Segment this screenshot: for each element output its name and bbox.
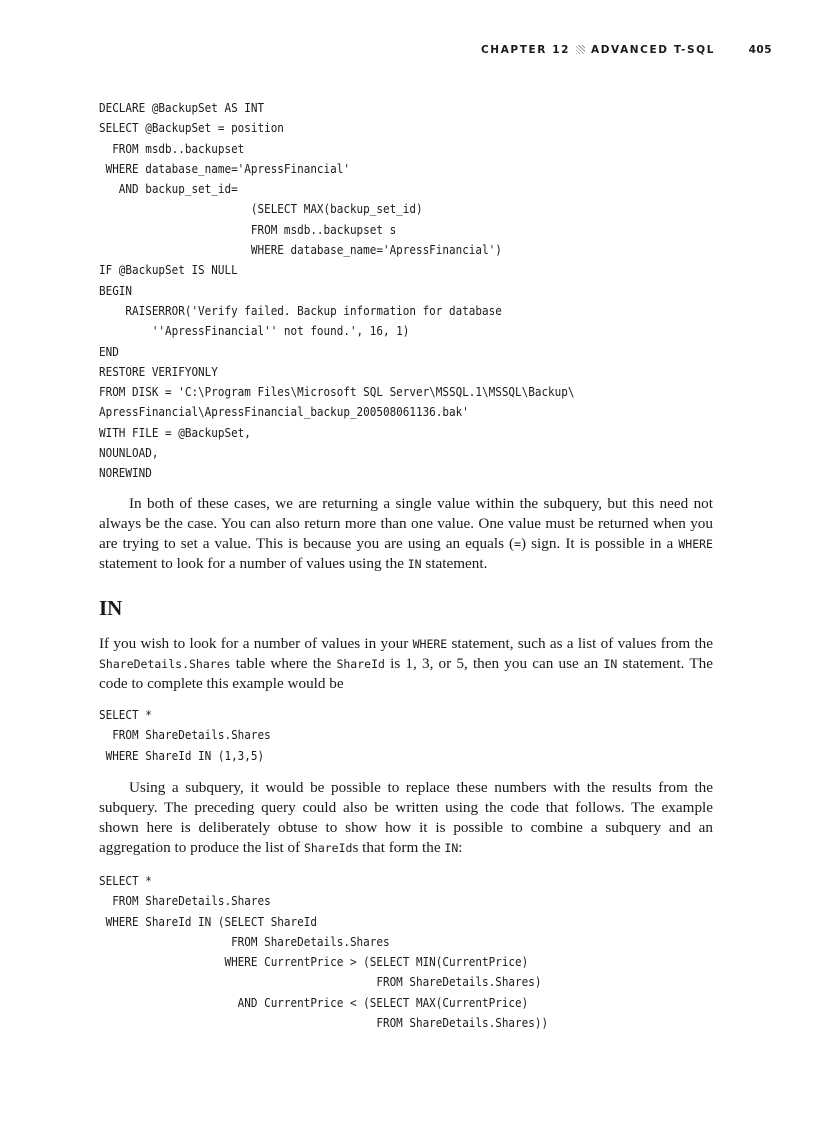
- text-run: ) sign. It is possible in a: [521, 535, 679, 552]
- inline-code: IN: [444, 841, 459, 855]
- page-number: 405: [748, 44, 772, 56]
- chapter-label: CHAPTER 12: [481, 44, 571, 56]
- text-run: :: [458, 839, 463, 856]
- text-run: In both of these cases, we are returning a single value within the subquery, but this need not always be the case. You can also return more than one value. One value must be returned when you are trying to set a value. This is because you are using an equals (: [99, 495, 713, 552]
- code-block-in-example: SELECT * FROM ShareDetails.Shares WHERE ShareId IN (1,3,5): [99, 708, 271, 763]
- text-run: statement to look for a number of values using the: [99, 555, 408, 572]
- text-run: table where the: [230, 655, 337, 672]
- inline-code: IN: [407, 557, 422, 571]
- section-heading: IN: [99, 596, 123, 620]
- inline-code: WHERE: [412, 637, 448, 651]
- text-run: Using a subquery, it would be possible to replace these numbers with the results from the subquery. The preceding query could also be written using the code that follows. The example shown here is deliberately obtuse to show how it is possible to combine a subquery and an aggregation to produce the list of: [99, 779, 713, 856]
- paragraph-subquery-replace: [99, 778, 713, 858]
- inline-code: IN: [603, 657, 618, 671]
- text-run: statement.: [421, 555, 488, 572]
- text-run: If you wish to look for a number of values in your: [99, 635, 413, 652]
- text-run: is 1, 3, or 5, then you can use an: [384, 655, 604, 672]
- code-block-backup-verify: DECLARE @BackupSet AS INT SELECT @BackupSet = position FROM msdb..backupset WHERE database_name='ApressFinancial' AND backup_set_id= (SELECT MAX(backup_set_id) FROM msdb..backupset s WHERE database_name='ApressFinancial') IF @BackupSet IS NULL BEGIN RAISERROR('Verify failed. Backup information for database ''ApressFinancial'' not found.', 16, 1) END RESTORE VERIFYONLY FROM DISK = 'C:\Program Files\Microsoft SQL Server\MSSQL.1\MSSQL\Backup\ ApressFinancial\ApressFinancial_backup_200508061136.bak' WITH FILE = @BackupSet, NOUNLOAD, NOREWIND: [99, 101, 575, 481]
- text-run: s that form the: [352, 839, 445, 856]
- inline-code: ShareId: [303, 841, 353, 855]
- chapter-name: ADVANCED T-SQL: [591, 44, 715, 56]
- paragraph-in-statement: [99, 634, 713, 694]
- inline-code: =: [514, 537, 522, 551]
- text-run: statement, such as a list of values from the: [447, 635, 713, 652]
- inline-code: ShareId: [336, 657, 385, 671]
- separator-icon: [576, 45, 585, 54]
- inline-code: WHERE: [678, 537, 713, 551]
- paragraph-subquery-values: [99, 494, 713, 574]
- running-header: [0, 40, 772, 60]
- text-run: statement. The code to complete this example would be: [99, 655, 713, 692]
- inline-code: ShareDetails.Shares: [99, 657, 231, 671]
- code-block-subquery-in: SELECT * FROM ShareDetails.Shares WHERE ShareId IN (SELECT ShareId FROM ShareDetails.Shares WHERE CurrentPrice > (SELECT MIN(CurrentPrice) FROM ShareDetails.Shares) AND CurrentPrice < (SELECT MAX(CurrentPrice) FROM ShareDetails.Shares)): [99, 874, 549, 1031]
- chapter-title: [481, 44, 715, 56]
